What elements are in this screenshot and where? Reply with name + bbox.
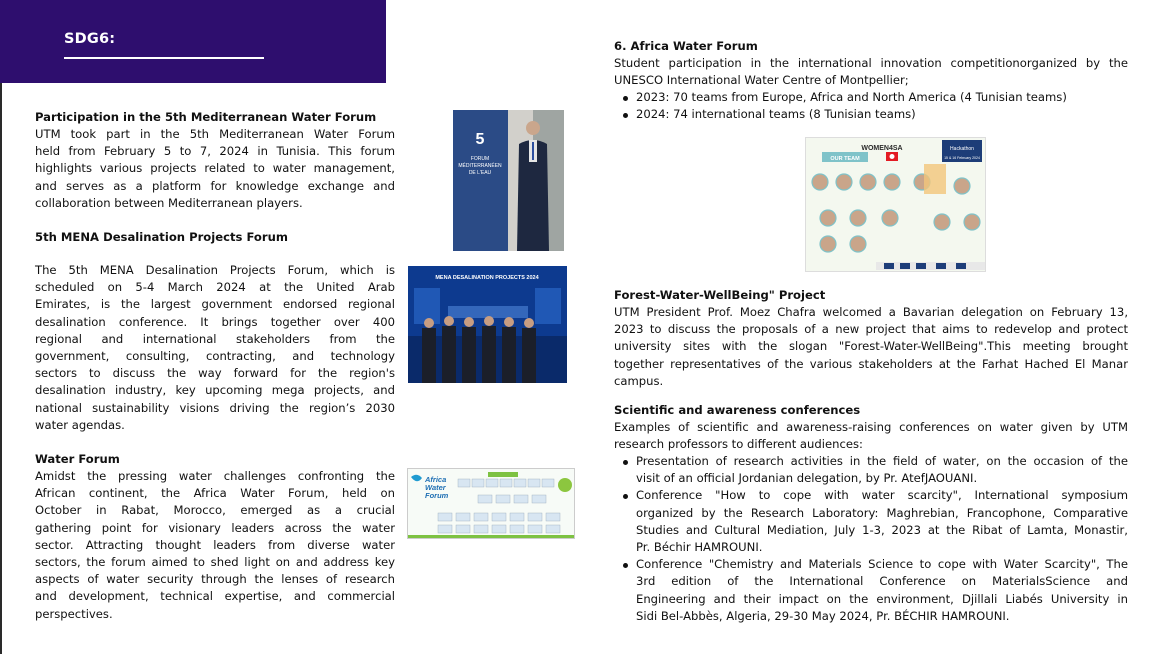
text-line: desalination conference. It brings together over 400 [35,314,395,329]
svg-text:OUR TEAM: OUR TEAM [830,156,860,162]
text-line: organized by the Research Laboratory: Maghrebian, Francophone, Comparative [636,505,1128,520]
list-item [614,453,1128,487]
list-item [614,487,1128,556]
text-line: perspectives. [35,606,113,621]
svg-text:MENA DESALINATION PROJECTS 202: MENA DESALINATION PROJECTS 2024 [435,275,539,281]
svg-text:Forum: Forum [425,491,449,500]
photo-mena-desalination [408,266,567,383]
text-line: gathering point for visionary leaders across the water [35,520,395,535]
text-line: and serves as a platform for knowledge exchange and [35,178,395,193]
text-line: Presentation of research activities in the field of water, on the occasion of the [636,454,1128,468]
text-line: water agendas. [35,417,125,432]
page-left-border [0,0,2,654]
list-africa-water-forum [614,89,1128,123]
text-line: The 5th MENA Desalination Projects Forum, which is [35,263,395,277]
text-line: scheduled on 5-4 March 2024 at the United Arab [35,280,395,295]
forum-number: 5 [475,131,485,148]
svg-text:Water: Water [425,483,446,492]
list-item [614,556,1128,625]
text-line: Student participation in the international innovation competitionorganized by the [614,56,1128,70]
text-line: highlights various projects related to water management, [35,161,395,176]
text-line: campus. [614,373,664,388]
text-line: together representatives of the various stakeholders at the Farhat Hached El Manar [614,356,1128,371]
text-line: research professors to different audiences: [614,437,863,452]
text-line: October in Rabat, Morocco, emerged as a crucial [35,503,395,518]
text-line: UTM took part in the 5th Mediterranean Water Forum [35,127,395,141]
photo-mediterranean-forum [453,110,564,251]
heading-mena-desalination: 5th MENA Desalination Projects Forum [35,230,288,244]
text-line: visit of an official Jordanian delegation, by Pr. AtefJAOUANI. [636,471,978,486]
text-line: sectors to discuss the way forward for the region's [35,366,395,381]
text-line: Examples of scientific and awareness-raising conferences on water given by UTM [614,420,1128,434]
list-item: 2023: 70 teams from Europe, Africa and North America (4 Tunisian teams) [614,89,1128,106]
list-scientific-conferences [614,453,1128,625]
text-line: national sustainability visions driving the region’s 2030 [35,400,395,415]
text-line: Sidi Bel-Abbès, Algeria, 29-30 May 2024, Pr. BÉCHIR HAMROUNI. [636,608,1010,623]
text-line: Engineering and their impact on the environment, Djillali Liabés University in [636,591,1128,606]
text-line: held from February 5 to 7, 2024 in Tunisia. This forum [35,144,395,159]
heading-water-forum: Water Forum [35,452,120,466]
text-line: Amidst the pressing water challenges confronting the [35,469,395,483]
paragraph-mena-desalination [35,262,395,434]
svg-text:FORUM: FORUM [470,156,490,162]
paragraph-scientific-conferences [614,419,1128,453]
paragraph-forest-water-wellbeing [614,304,1128,390]
text-line: and development, technical expertise, and commercial [35,589,395,604]
text-line: Studies and Cultural Mediation, July 1-3, 2023 at the Ribat of Lamta, Monastir, [636,522,1128,537]
section-banner [0,0,386,83]
text-line: 3rd edition of the International Conference on MaterialsScience and [636,574,1128,589]
text-line: government, consulting, contracting, and technology [35,349,395,364]
text-line: sectors, the forum aimed to shed light on and address key [35,555,395,570]
text-line: Conference "How to cope with water scarcity", International symposium [636,488,1128,503]
text-line: regional and international stakeholders from the [35,331,395,346]
text-line: collaboration between Mediterranean players. [35,195,303,210]
heading-scientific-conferences: Scientific and awareness conferences [614,403,861,417]
text-line: sector. Attracting thought leaders from diverse water [35,537,395,552]
svg-text:MÉDITERRANÉEN: MÉDITERRANÉEN [458,163,502,169]
banner-title: SDG6: [64,31,116,47]
text-line: aspects of water security through the lenses of research [35,572,395,587]
text-line: desalination industry, key upcoming mega projects, and [35,383,395,398]
text-line: Pr. Béchir HAMROUNI. [636,540,763,555]
text-line: Conference "Chemistry and Materials Science to cope with Water Scarcity", The [636,557,1128,572]
paragraph-water-forum [35,468,395,623]
banner-underline [64,57,264,59]
list-item: 2024: 74 international teams (8 Tunisian teams) [614,106,1128,123]
heading-africa-water-forum: 6. Africa Water Forum [614,39,758,53]
text-line: African continent, the Africa Water Forum, held on [35,486,395,501]
paragraph-mediterranean-forum [35,126,395,212]
text-line: 2023 to discuss the proposals of a new project that aims to redevelop and protect [614,322,1128,337]
paragraph-africa-water-forum [614,55,1128,89]
text-line: Emirates, is the largest government endorsed regional [35,297,395,312]
svg-text:Africa: Africa [425,475,447,484]
heading-mediterranean-forum: Participation in the 5th Mediterranean Water Forum [35,110,377,124]
svg-text:DE L'EAU: DE L'EAU [468,170,492,176]
photo-africa-water-forum-logos [407,468,575,539]
heading-forest-water-wellbeing: Forest-Water-WellBeing" Project [614,288,826,302]
text-line: UNESCO International Water Centre of Montpellier; [614,73,909,88]
svg-text:WOMEN4SA: WOMEN4SA [861,145,903,152]
text-line: university sites with the slogan "Forest-Water-WellBeing".This meeting brought [614,339,1128,354]
svg-text:Hackathon: Hackathon [950,146,974,152]
svg-text:15 & 16 February 2024: 15 & 16 February 2024 [944,156,980,160]
text-line: UTM President Prof. Moez Chafra welcomed a Bavarian delegation on February 13, [614,305,1128,319]
photo-women4sa-team [805,137,986,272]
